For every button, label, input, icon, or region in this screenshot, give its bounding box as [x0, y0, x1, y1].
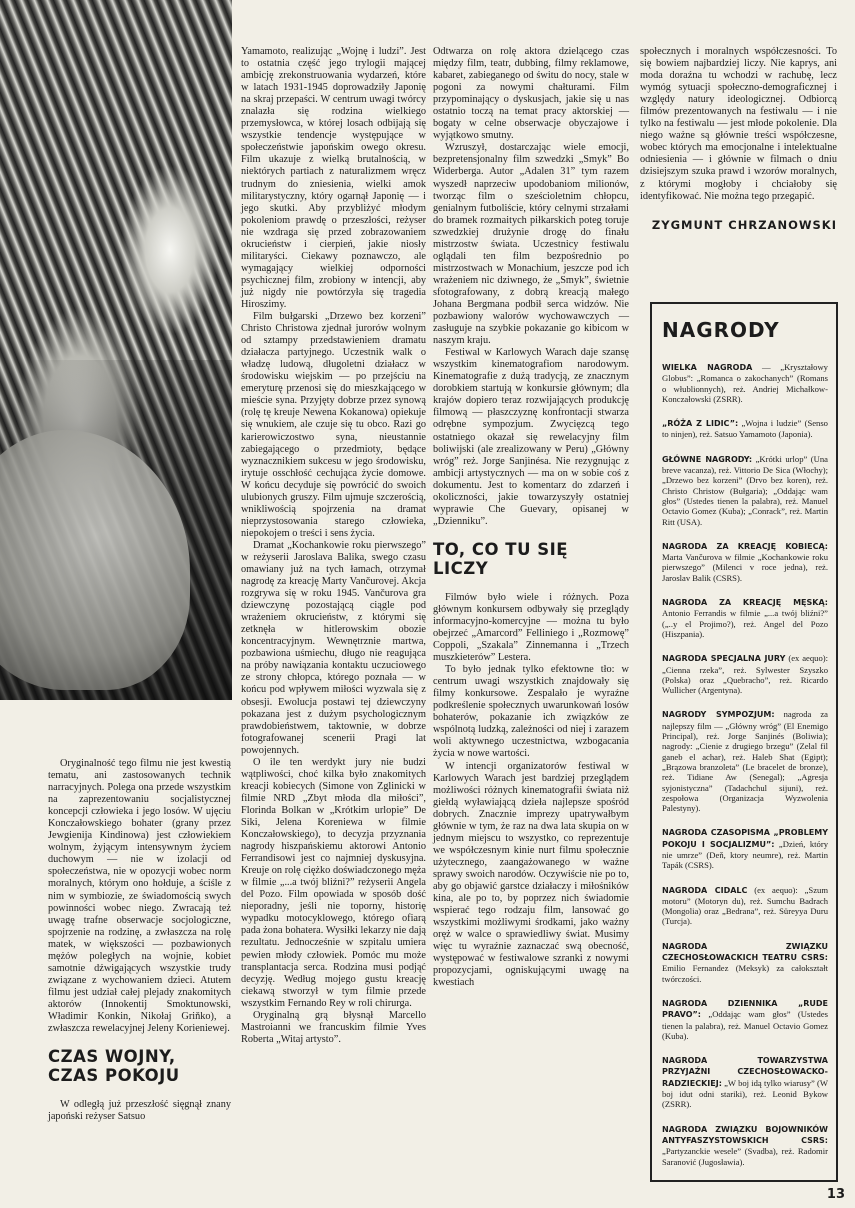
prize-heading: NAGRODA CIDALC	[662, 885, 748, 895]
prize-entry	[662, 454, 828, 527]
prize-text: „W boj idą tylko wiarusy” (W boj idut odni stariki), reż. Leonid Bykow (ZSRR).	[662, 1077, 828, 1110]
prize-text: „Oddając wam głos” (Ustedes tienen la palabra), reż. Manuel Octavio Gomez (Kuba).	[662, 1009, 828, 1041]
prize-entry	[662, 541, 828, 583]
prize-heading: WIELKA NAGRODA	[662, 363, 753, 372]
col2-paragraph-4: O ile ten werdykt jury nie budzi wątpliwości, choć kilka było znakomitych kreacji kobiecych (Simone von Zglinicki w filmie NRD „Zbyt młoda dla miłości”, Florinda Bolkan w „Krótkim urlopie” De Siki, Jelena Koreniewa w filmie Konczałowskiego), to decyzja przyznania nagrody hiszpańskiemu aktorowi Antonio Ferrandisowi jest co najmniej dyskusyjna. Kreuje on rolę ciężko doświadczonego męża w filmie „...a twój bliźni?” reżyserii Angela del Pozo. Film opowiada w sposób dość nieporadny, jeśli nie toporny, historię wypadku motocyklowego, którego ofiarą pada żona bohatera. Wysiłki lekarzy nie dają rezultatu. Jednocześnie w szpitalu umiera pewien młody człowiek. Pomóc mu może transplantacja serca. Rodzina musi podjąć decyzję. Według mojego gustu kreację ciekawą stworzył w tym filmie przede wszystkim Fernando Rey w roli chirurga.	[241, 756, 426, 1009]
prize-text: „Krótki urlop” (Una breve vacanza), reż. Vittorio De Sica (Włochy); „Drzewo bez korzeni” (Drvo bez koren), reż. Christo Christow (Bułgaria); „Oddając wam głos” (Ustedes tienen la palabra), reż. Manuel Octavio Gomez (Kuba); „Conrack”, reż. Martin Ritt (USA).	[662, 453, 828, 527]
prize-heading: NAGRODA ZA KREACJĘ KOBIECĄ:	[662, 541, 828, 551]
section-title-to-co-tu: TO, CO TU SIĘ LICZY	[433, 539, 569, 578]
prize-heading: NAGRODA CZASOPISMA „PROBLEMY POKOJU I SOCJALIZMU”:	[662, 828, 828, 849]
prizes-title: NAGRODY	[662, 318, 780, 342]
prize-text: Antonio Ferrandis w filmie „...a twój bliźni?” („..y el Projimo?), reż. Angel del Pozo (Hiszpania).	[662, 608, 828, 639]
prize-text: (ex aequo): „Cienna rzeka”, reż. Sylwester Szyszko (Polska) oraz „Quebracho”, reż. Ricardo Wullicher (Argentyna).	[662, 653, 828, 696]
prize-entry	[662, 418, 828, 440]
col1-after-paragraph: W odległą już przeszłość sięgnął znany japoński reżyser Satsuo	[48, 1099, 231, 1123]
col3-paragraph-1: Odtwarza on rolę aktora dzielącego czas między film, teatr, dubbing, filmy reklamowe, kabaret, zabieganego od świtu do nocy, stale w pogoni za nowymi chałturami. Film przypominający o dyskusjach, jakie się u nas ostatnio toczą na temat pracy aktorskiej — bogaty w celne obserwacje obyczajowe i wyjątkowo smutny.	[433, 46, 629, 142]
prize-entry	[662, 597, 828, 639]
prize-heading: NAGRODA ZWIĄZKU CZECHOSŁOWACKICH TEATRU CSRS:	[662, 941, 828, 963]
col3-paragraph-3: Festiwal w Karlowych Warach daje szansę wszystkim kinematografiom narodowym. Kinematografie z dużą tradycją, ze znacznym dorobkiem startują w konkursie głównym; dla krajów dopiero teraz rozwijających produkcję filmową — płaszczyznę konfrontacji stwarza odrębne sympozjum. Zwycięzcą tego ostatniego okazał się rewelacyjny film boliwijski (ale zrealizowany w Peru) „Główny wróg” reż. Jorge Sanjinésa. Nie rezygnując z ambicji artystycznych — ma on w sobie coś z dokumentu. Jest to komentarz do zdarzeń i okoliczności, jakie towarzyszyły ostatniej wyprawie Che Guevary, opisanej w „Dzienniku”.	[433, 347, 629, 527]
col2-paragraph-2: Film bułgarski „Drzewo bez korzeni” Christo Christowa zjednał jurorów wolnym od sztampy przedstawieniem dramatu działacza partyjnego. Uczestnik walk o władzę ludową, długoletni działacz w środowisku wiejskim — po przejściu na emeryturę przenosi się do mieszkającego w mieście syna. Przyjęty dobrze przez synową (rolę tę kreuje Newena Kokanowa) opiekuje się wnukiem, ale czuje się tu obco. Razi go karierowiczostwo syna, nieustannie zabiegającego o przedmioty, będące wyznacznikiem sukcesu w jego środowisku, irytuje osschłość cechująca życie domowe. W końcu decyduje się powrócić do swoich ulubionych gruszy. Film ujmuje szczerością, wnikliwością spojrzenia na dramat nieprzystosowania starego człowieka, niepokojem o treści i sens życia.	[241, 311, 426, 539]
col3-after-paragraph-2: To było jednak tylko efektowne tło: w centrum uwagi wszystkich znajdowały się filmy konkursowe. Zespalało je wyraźne podkreślenie społecznych uwarunkowań losów bohaterów, pokazanie ich związków ze wspólnotą ludzką, zależności od niej i zarazem woli aktywnego uczestnictwa, wzbogacania życia w nowe wartości.	[433, 664, 629, 760]
prize-entry	[662, 941, 828, 984]
prize-text: (ex aequo): „Szum motoru” (Motoryn du), reż. Sumchu Badrach (Mongolia) oraz „Bedrana”, reż. Süreyya Duru (Turcja).	[662, 884, 829, 927]
prize-entry	[662, 709, 828, 813]
col3-after-paragraph-1: Filmów było wiele i różnych. Poza głównym konkursem odbywały się przeglądy informacyjno-komercyjne — można tu było obejrzeć „Amarcord” Felliniego i „Rozmowę” Coppoli, „Szakala” Zinnemanna i „Trzech muszkieterów” Lestera.	[433, 591, 629, 664]
col2-paragraph-3: Dramat „Kochankowie roku pierwszego” w reżyserii Jaroslava Balika, swego czasu omawiany już na tych łamach, otrzymał nagrodę za kreację Marty Vančurovej. Akcja rozgrywa się w roku 1945. Vančurova gra dziewczynę pozostającą ciągle pod wrażeniem okrucieństw, z którymi się zetknęła w hitlerowskim obozie koncentracyjnym. Wewnętrznie martwa, pozbawiona uśmiechu, długo nie reagująca na próby nawiązania kontaktu uczuciowego ze strony chłopca, którego poznała — w końcu pod wpływem miłości wyzwala się z obsesji. Ewolucja postawi tej dziewczyny pokazana jest z dużym psychologicznym prawdobieństwem, taktownie, w dobrze fotografowanej scenerii Pragi lat powojennych.	[241, 539, 426, 756]
prize-entry	[662, 885, 828, 927]
prize-entry	[662, 362, 828, 404]
prize-text: Emilio Fernandez (Meksyk) za całokształt twórczości.	[662, 963, 828, 984]
prize-heading: NAGRODA DZIENNIKA „RUDE PRAVO”:	[662, 998, 828, 1020]
column-3	[433, 46, 629, 989]
prize-heading: „RÓŻA Z LIDIC”:	[662, 419, 739, 429]
col2-paragraph-5: Oryginalną grą błysnął Marcello Mastroianni we francuskim filmie Yves Roberta „Witaj artysto”.	[241, 1009, 426, 1045]
prize-text: „Wojna i ludzie” (Senso to ninjen), reż. Satsuo Yamamoto (Japonia).	[662, 418, 828, 440]
prize-heading: NAGRODY SYMPOZJUM:	[662, 710, 775, 720]
prize-entry	[662, 653, 828, 695]
prize-text: nagroda za najlepszy film — „Główny wróg” (El Enemigo Principal), reż. Jorge Sanjinés (Boliwia); nagrody: „Cienie z drugiego brzegu” (Zelal fil ganeb el achar), reż. Haleb Shat (Egipt); „Brązowa branzoleta” (Le bracelet de bronze), reż. Tidiane Aw (Senegal); „Agresja syjonistyczna” (Tadachchul sijuni), reż. zespołowa (Organizacja Wyzwolenia Palestyny).	[662, 709, 828, 814]
page-number: 13	[826, 1187, 845, 1202]
film-still-photo	[0, 0, 232, 700]
prize-list	[662, 362, 828, 1167]
col3-paragraph-2: Wzruszył, dostarczając wiele emocji, bezpretensjonalny film szwedzki „Smyk” Bo Widerberga. Autor „Adalen 31” tym razem wyszedł naprzeciw upodobaniom milionów, tworząc film o sześcioletnim chłopcu, genialnym futboliście, który celnymi strzałami do bramek rozmaitych piłkarskich poteg toruje szwedzkiej drużynie drogę do finału mistrzostw świata. Uczestnicy festiwalu oglądali ten film bezpośrednio po mistrzostwach w Monachium, jeszcze pod ich wrażeniem nic dziwnego, że „Smyk”, świetnie sfotografowany, z dobrą kreacją małego Johana Bergmana podbił serca widzów. Nie pozbawiony walorów wychowawczych — zasługuje na szybkie pokazanie go kibicom w naszym kraju.	[433, 142, 629, 347]
prize-text: Marta Vančurova w filmie „Kochankowie roku pierwszego” (Milenci v roce jedna), reż. Jaroslav Balik (CSRS).	[662, 552, 828, 583]
prizes-box	[650, 302, 838, 1182]
prize-text: „Partyzanckie wesele” (Svadba), reż. Radomir Saranović (Jugosławia).	[662, 1146, 828, 1167]
prize-heading: NAGRODA ZA KREACJĘ MĘSKĄ:	[662, 598, 828, 608]
prize-entry	[662, 998, 828, 1041]
prize-entry	[662, 1055, 828, 1109]
prize-text: „Dzień, który nie umrze” (Deň, ktory neumre), reż. Martin Tapák (CSRS).	[662, 838, 829, 871]
col4-paragraph: społecznych i moralnych współczesności. To się bowiem najbardziej liczy. Nie kaprys, ani moda doraźna tu wchodzi w rachubę, lecz wymóg sytuacji społeczno-demograficznej i względy natury ideologicznej. Odbiorcą filmów prezentowanych na festiwalu — i nie tylko na festiwalu — jest młode pokolenie. Dla niego ważne są głównie treści współczesne, wobec których ma emocjonalne i intelektualne odniesienia — i głównie w filmach o dniu dzisiejszym szuka prawd i wzorów moralnych, z którymi mogłoby i chciałoby się identyfikować. Nie można tego przegapić.	[640, 46, 837, 202]
prize-heading: NAGRODA ZWIĄZKU BOJOWNIKÓW ANTYFASZYSTOWSKICH CSRS:	[662, 1124, 828, 1145]
prize-heading: NAGRODA SPECJALNA JURY	[662, 654, 786, 664]
article-author: ZYGMUNT CHRZANOWSKI	[651, 217, 837, 232]
prize-heading: NAGRODA TOWARZYSTWA PRZYJAŹNI CZECHOSŁOWACKO-RADZIECKIEJ:	[662, 1056, 828, 1088]
column-4	[640, 46, 837, 231]
column-1	[48, 758, 231, 1123]
prize-entry	[662, 1124, 828, 1167]
column-2	[241, 46, 426, 1046]
col3-after-paragraph-3: W intencji organizatorów festiwal w Karlowych Warach jest bardziej przeglądem możliwości różnych kinematografii świata niż giełdą wyławiającą dzieła najlepsze spośród dobrych. Znacznie imprezy upatrywałbym głównie w tym, że raz na dwa lata skupia on w jednym miejscu to wszystko, co reprezentuje we współczesnym kinie nurt filmu społecznie użytecznego, zaangażowanego w ważne sprawy swoich narodów. Oczywiście nie po to, aby go objawić garstce działaczy i miłośników kina, ale po to, by poprzez nich świadomie wspierać tego rodzaju film, lansować go wszystkimi możliwymi środkami, jako ważny oręż w walce o sprawiedliwy świat. Musimy więc tu wyraźnie zaznaczać swą obecność, występować w festiwalowe szranki z nowymi propozycjami, ogniskującymi uwagę na kwestiach	[433, 760, 629, 989]
section-title-czas-wojny: CZAS WOJNY, CZAS POKOJU	[48, 1047, 180, 1086]
prize-entry	[662, 827, 828, 870]
prize-text: — „Kryształowy Globus”: „Romanca o zakochanych” (Romans o włublionnych), reż. Andriej Michałkow-Konczałowski (ZSRR).	[662, 362, 828, 404]
col2-paragraph-1: Yamamoto, realizując „Wojnę i ludzi”. Jest to ostatnia część jego trylogii mającej ambicję zrekonstruowania wydarzeń, które w latach 1931-1945 doprowadziły Japonię na skraj przepaści. W centrum uwagi twórcy znalazła się rodzina wielkiego przemysłowca, w której losach odbijają się wszystkie tendencje występujące w społeczeństwie japońskim owego okresu. Film ukazuje z wielką brutalnością, w niektórych partiach z naturalizmem wręcz trudnym do zniesienia, wielki amok militarystyczny, który ogarnął Japonię — i jego skutki. Aby przybliżyć młodym pokoleniom prawdę o przeszłości, reżyser nie wzdraga się przed zobrazowaniem okrucieństw i cierpień, jakie niosły militaryści. Ciekawy poznawczo, ale wymagający wielkiej odporności psychicznej film, zrobiony w intencji, aby już nigdy nie powtórzyła się tragedia Hiroszimy.	[241, 46, 426, 310]
prize-heading: GŁÓWNE NAGRODY:	[662, 454, 753, 464]
col1-paragraph: Oryginalność tego filmu nie jest kwestią tematu, ani zastosowanych technik narracyjnych. Polega ona przede wszystkim na zaprezentowaniu socjalistycznej koncepcji człowieka i jego losów. W ujęciu Konczałowskiego bohater (grany przez Jewgienija Kindinowa) jest człowiekiem wolnym, żyjącym intensywnym życiem duchowym — nie w izolacji od społeczeństwa, nie w opozycji wobec norm moralnych, którym ono hołduje, a ściśle z nim w symbiozie, ze świadomością swych powinności wobec niego. Zwracają też uwagę trafne obserwacje socjologiczne, spojrzenie na rodzinę, a zwłaszcza na rolę matek, w większości — pozbawionych mężów poległych na wojnie, kobiet samotnie dźwigających wszystkie trudy związane z wychowaniem dzieci. Atutem filmu jest udział całej plejady znakomitych aktorów (Innokentij Smoktunowski, Władimir Konkin, Nikołaj Griňko), a zwłaszcza rewelacyjnej Jeleny Korieniewej.	[48, 758, 231, 1035]
